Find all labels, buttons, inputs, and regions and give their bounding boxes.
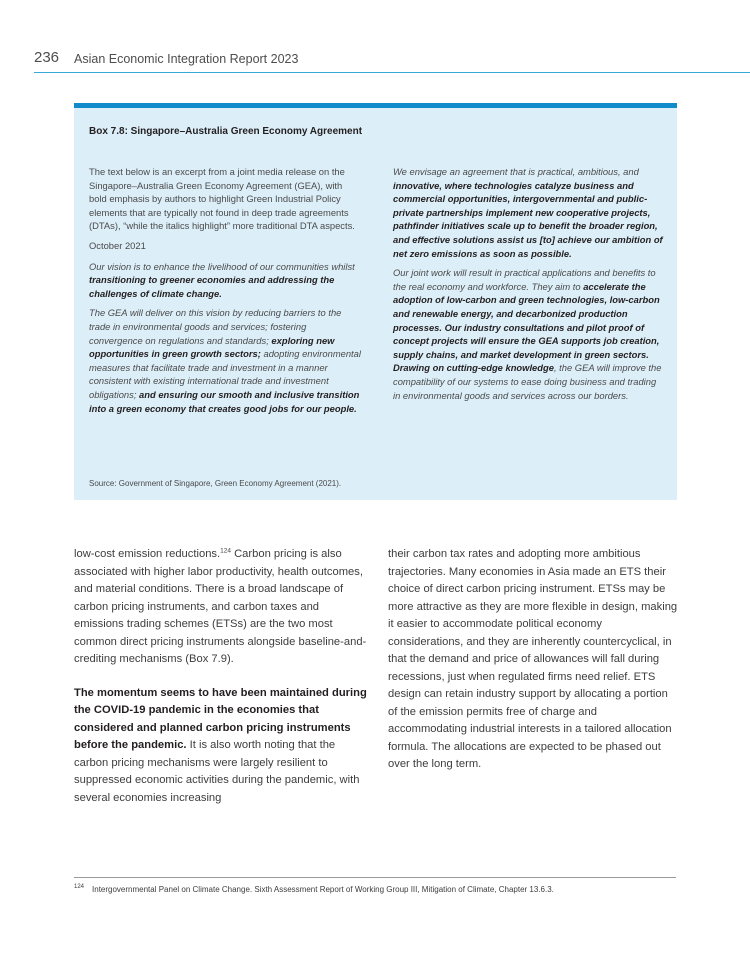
box-text-italic: The GEA will deliver on this vision by reducing barriers to the trade in environmental goods and services; fostering convergence on regulations and standards; xyxy=(89,307,342,346)
box-text-italic: Our vision is to enhance the livelihood of our communities whilst xyxy=(89,260,355,272)
box-title: Box 7.8: Singapore–Australia Green Economy Agreement xyxy=(89,126,363,137)
page-header xyxy=(34,47,750,73)
body-text: Carbon pricing is also associated with higher labor productivity, health outcomes, and material conditions. There is a broad landscape of carbon pricing instruments, and carbon taxes and emissions trading schemes (ETSs) are the two most common direct pricing instruments alongside baseline-and-crediting mechanisms (Box 7.9). xyxy=(74,548,367,665)
box-column-left xyxy=(89,165,361,421)
box-text-italic: Our joint work will result in practical applications and benefits to the real economy and workforce. They aim to xyxy=(393,267,656,292)
box-source: Source: Government of Singapore, Green Economy Agreement (2021). xyxy=(89,479,342,488)
footnote xyxy=(74,885,554,894)
body-paragraph xyxy=(74,546,370,669)
box-text-bold-italic: transitioning to greener economies and addressing the challenges of climate change. xyxy=(89,274,335,299)
footnote-number: 124 xyxy=(74,884,85,891)
box-text-bold-italic: innovative, where technologies catalyze business and commercial opportunities, intergovernmental and public-private partnerships implement new cooperative projects, pathfinder initiatives scale up to benefit the broader region, and effective solutions assist us [to] achieve our ambition of net zero emissions as soon as possible. xyxy=(393,179,663,259)
box-date: October 2021 xyxy=(89,239,146,251)
page-number: 236 xyxy=(34,49,60,66)
body-column-left xyxy=(74,546,370,823)
box-text-italic: We envisage an agreement that is practical, ambitious, and xyxy=(393,166,639,177)
body-paragraph xyxy=(74,685,370,808)
footnote-text: Intergovernmental Panel on Climate Change. Sixth Assessment Report of Working Group III, Mitigation of Climate, Chapter 13.6.3. xyxy=(92,885,554,894)
box-paragraph-vision xyxy=(89,260,361,301)
box-text-bold-italic: accelerate the adoption of low-carbon and green technologies, low-carbon and renewable energy, and decarbonized production processes. Our industry consultations and pilot proof of concept projects will ensure the GEA supports job creation, supply chains, and market development in green sectors. Drawing on cutting-edge knowledge xyxy=(393,280,660,374)
body-text: It is also worth noting that the carbon pricing mechanisms were largely resilient to suppressed economic activities during the pandemic, with several economies increasing xyxy=(74,739,360,804)
box-intro: The text below is an excerpt from a joint media release on the Singapore–Australia Green Economy Agreement (GEA), with bold emphasis by authors to highlight Green Industrial Policy elements that are typically not found in deep trade agreements (DTAs), “while the italics highlight” more traditional DTA aspects. xyxy=(89,166,355,232)
box-text-bold-italic: and ensuring our smooth and inclusive transition into a green economy that creates good jobs for our people. xyxy=(89,388,360,414)
footnote-divider xyxy=(74,877,676,878)
footnote-reference[interactable]: 124 xyxy=(220,547,231,555)
box-paragraph-gea xyxy=(89,306,361,415)
box-text-italic: adopting environmental measures that facilitate trade and investment in a manner consistent with existing international trade and investment obligations; xyxy=(89,348,361,400)
report-title: Asian Economic Integration Report 2023 xyxy=(74,52,299,66)
box-7-8 xyxy=(74,103,677,500)
box-paragraph-joint-work xyxy=(393,266,665,402)
body-paragraph: their carbon tax rates and adopting more ambitious trajectories. Many economies in Asia made an ETS their choice of direct carbon pricing instrument. ETSs may be more attractive as they are more flexible in design, making it easier to accommodate political economy considerations, and they are inherently countercyclical, in that the demand and price of allowances will fall during recessions, just when regulated firms need relief. ETS design can retain industry support by allocating a portion of the emission permits free of charge and accommodating industrial interests in a tailored allocation formula. The allocations are expected to be phased out over the long term. xyxy=(388,548,678,770)
body-column-right xyxy=(388,546,678,790)
box-paragraph-envisage xyxy=(393,165,665,260)
body-text-bold: The momentum seems to have been maintained during the COVID-19 pandemic in the economies that considered and planned carbon pricing instruments before the pandemic. xyxy=(74,686,367,751)
box-text-bold-italic: exploring new opportunities in green growth sectors; xyxy=(89,334,335,360)
body-text: low-cost emission reductions. xyxy=(74,548,221,560)
box-column-right xyxy=(393,165,665,408)
box-text-italic: , the GEA will improve the compatibility of our systems to ease doing business and trading in environmental goods and services across our borders. xyxy=(393,362,662,401)
